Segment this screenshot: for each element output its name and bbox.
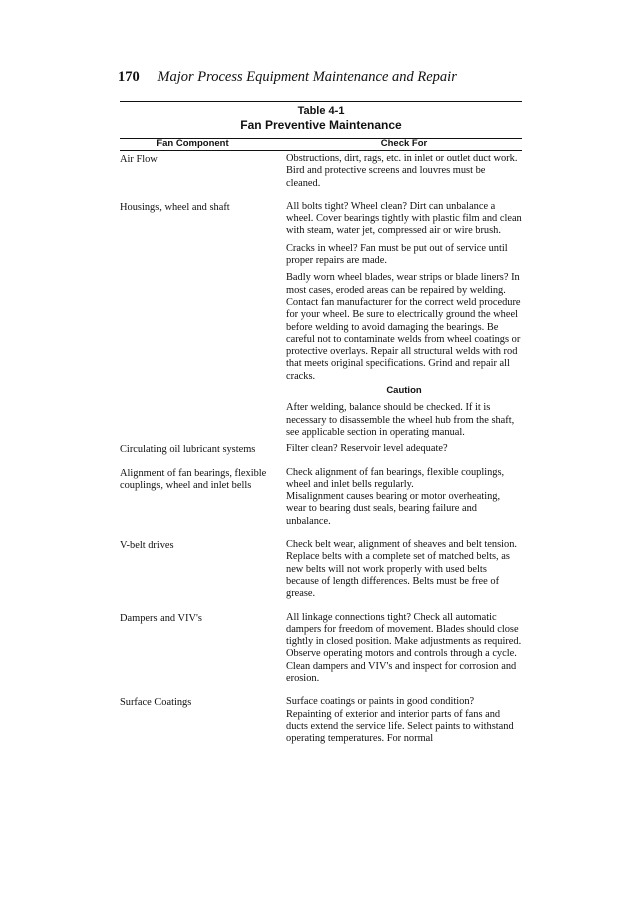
check-text: Check belt wear, alignment of sheaves and belt tension. Replace belts with a complete set of matched belts, as new belts will not work properly with used belts because of length differences. Belts must be free of grease. — [286, 539, 517, 600]
table-row — [120, 467, 522, 533]
table-row — [120, 612, 522, 691]
row-check — [286, 201, 522, 441]
table-row — [120, 696, 522, 750]
running-title: Major Process Equipment Maintenance and Repair — [157, 69, 457, 85]
check-text: Badly worn wheel blades, wear strips or blade liners? In most cases, eroded areas can be repaired by welding. Contact fan manufacturer for the correct weld procedure for your wheel. Be sure to electrically ground the wheel before welding to avoid damaging the bearings. Be careful not to contaminate welds from wheel coatings or protective overlays. Repair all structural welds with rod that meets original specifications. Grind and repair all cracks. — [286, 272, 521, 382]
row-component: Dampers and VIV's — [120, 612, 202, 624]
page-number: 170 — [118, 69, 140, 85]
column-header-check: Check For — [380, 138, 428, 149]
check-text: Surface coatings or paints in good condition? Repainting of exterior and interior parts of fans and ducts extend the service life. Select paints to withstand operating temperatures. For normal — [286, 696, 514, 745]
header-bottom-rule — [120, 150, 522, 151]
running-head — [118, 69, 457, 86]
check-text: Filter clean? Reservoir level adequate? — [286, 443, 448, 455]
row-component: Alignment of fan bearings, flexible couplings, wheel and inlet bells — [120, 467, 267, 491]
table-label: Table 4-1 — [297, 105, 345, 117]
row-check — [286, 153, 522, 195]
check-text: All linkage connections tight? Check all automatic dampers for freedom of movement. Blades should close tightly in closed position. Make adjustments as required. Observe operating motors and controls through a cycle. Clean dampers and VIV's and inspect for corrosion and erosion. — [286, 611, 522, 684]
row-component: Surface Coatings — [120, 697, 192, 709]
caution-heading: Caution — [386, 385, 422, 397]
row-check — [286, 696, 522, 750]
row-check — [286, 467, 522, 533]
caution-text: After welding, balance should be checked. If it is necessary to disassemble the wheel hub from the shaft, see applicable section in operating manual. — [286, 402, 515, 438]
row-check — [286, 539, 522, 605]
table-body — [120, 153, 522, 750]
row-component: V-belt drives — [120, 540, 174, 552]
check-text: Obstructions, dirt, rags, etc. in inlet or outlet duct work. Bird and protective screens and louvres must be cleaned. — [286, 153, 518, 189]
row-component: Air Flow — [120, 154, 158, 165]
check-text: Check alignment of fan bearings, flexible couplings, wheel and inlet bells regularly. — [286, 466, 505, 490]
table-row — [120, 443, 522, 460]
top-rule — [120, 101, 522, 102]
table-title: Fan Preventive Maintenance — [240, 118, 402, 132]
check-text: Misalignment causes bearing or motor overheating, wear to bearing dust seals, bearing failure and unbalance. — [286, 491, 501, 527]
row-component: Housings, wheel and shaft — [120, 201, 230, 213]
row-component: Circulating oil lubricant systems — [120, 444, 256, 456]
table-row — [120, 539, 522, 605]
table-row — [120, 201, 522, 441]
check-text: All bolts tight? Wheel clean? Dirt can unbalance a wheel. Cover bearings tightly with plastic film and clean with steam, water jet, compressed air or wire brush. — [286, 200, 522, 237]
check-text: Cracks in wheel? Fan must be put out of service until proper repairs are made. — [286, 242, 508, 267]
row-check — [286, 443, 522, 460]
row-check — [286, 612, 522, 691]
table-row — [120, 153, 522, 195]
column-header-component: Fan Component — [156, 138, 229, 149]
